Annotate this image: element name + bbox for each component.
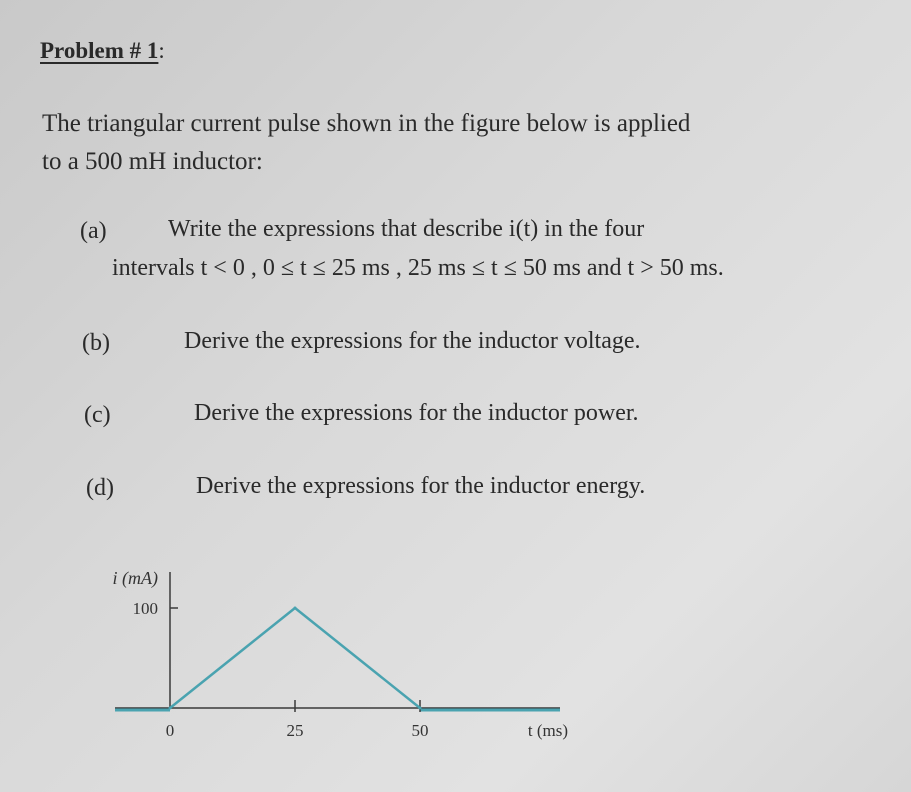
- problem-colon: :: [158, 38, 165, 63]
- data-point-2: [419, 707, 422, 710]
- x-tick-label-50: 50: [411, 721, 429, 740]
- y-tick-label-100: 100: [132, 599, 158, 618]
- part-c-label: (c): [84, 402, 111, 428]
- part-b-label: (b): [82, 330, 110, 356]
- part-a-label: (a): [80, 218, 107, 244]
- part-a-text-line-2: intervals t < 0 , 0 ≤ t ≤ 25 ms , 25 ms ≤ t ≤ 50 ms and t > 50 ms.: [112, 255, 724, 281]
- part-d-text: Derive the expressions for the inductor energy.: [196, 473, 646, 499]
- part-c-text: Derive the expressions for the inductor power.: [194, 400, 639, 426]
- statement-line-1: The triangular current pulse shown in the figure below is applied: [42, 110, 691, 137]
- problem-title: Problem # 1: [40, 38, 159, 63]
- data-point-1: [294, 607, 297, 610]
- part-d-label: (d): [86, 475, 114, 501]
- x-tick-label-0: 0: [165, 721, 175, 740]
- part-b-text: Derive the expressions for the inductor voltage.: [184, 328, 641, 354]
- x-axis-label: t (ms): [527, 721, 569, 740]
- y-axis-label: i (mA): [112, 568, 158, 588]
- x-tick-label-25: 25: [286, 721, 304, 740]
- data-point-0: [169, 707, 172, 710]
- statement-line-2: to a 500 mH inductor:: [42, 148, 263, 175]
- part-a-text-line-1: Write the expressions that describe i(t) in the four: [168, 216, 645, 242]
- series-line-current-pulse: [170, 608, 420, 708]
